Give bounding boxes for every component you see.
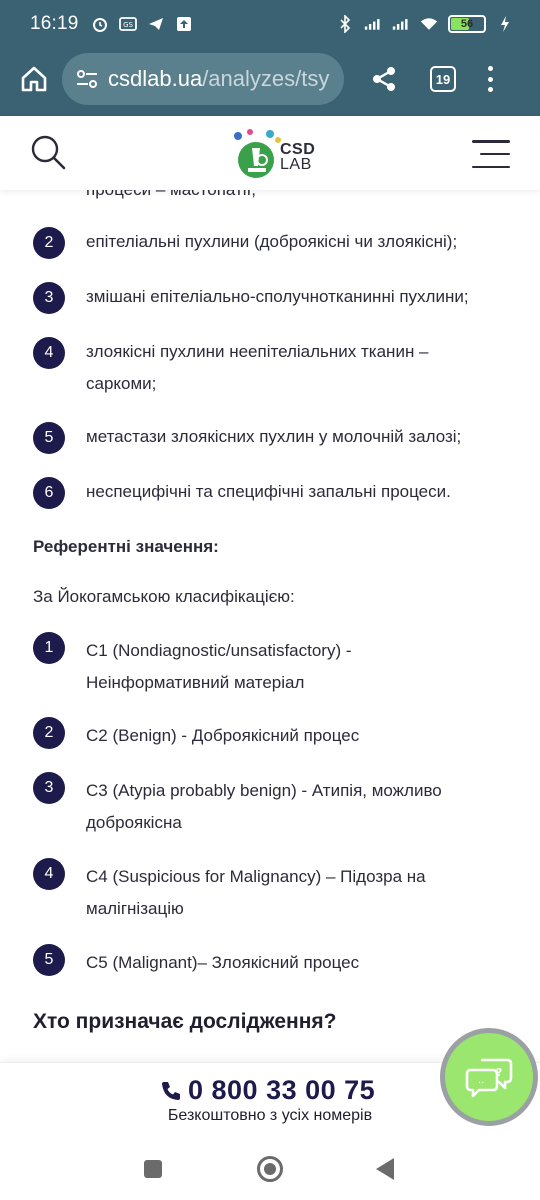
signal-icon-1 [364,16,382,32]
page-content [0,116,540,1062]
share-button[interactable] [364,59,404,99]
charging-icon [496,16,514,32]
gallery-notification-icon [119,16,137,32]
list-number-badge: 3 [33,282,65,314]
list-number-badge: 1 [33,632,65,664]
url-path: /analyzes/tsy [202,66,330,91]
telegram-icon [147,16,165,32]
browser-toolbar [0,48,540,110]
svg-text:GS: GS [122,21,133,29]
list-item-text: C4 (Suspicious for Malignancy) – Підозра на малігнізацію [86,867,426,918]
list-number-badge: 3 [33,772,65,804]
list-item-text: неспецифічні та специфічні запальні процеси. [86,482,451,501]
site-header [0,116,540,190]
logo-line1: CSD [280,141,316,158]
back-button[interactable] [376,1158,394,1180]
wifi-icon [420,16,438,32]
svg-text:..: .. [478,1075,485,1086]
search-icon [30,134,68,172]
phone-number: 0 800 33 00 75 [188,1075,376,1105]
address-bar[interactable] [62,53,344,105]
tab-count: 19 [435,71,451,87]
system-navigation-bar [0,1136,540,1200]
list-item-text: епітеліальні пухлини (доброякісні чи злоякісні); [86,232,458,251]
phone-subtitle: Безкоштовно з усіх номерів [167,1107,373,1124]
hamburger-menu-button[interactable] [472,140,510,168]
list-item-text: C5 (Malignant)– Злоякісний процес [86,953,360,972]
battery-level: 56 [460,18,474,30]
list-item-text: C1 (Nondiagnostic/unsatisfactory) - Неінформативний матеріал [86,641,352,692]
browser-menu-button[interactable] [484,64,496,94]
section-heading: Хто призначає дослідження? [33,1010,337,1033]
site-settings-icon[interactable] [74,66,100,92]
list-number-badge: 6 [33,477,65,509]
status-bar [0,0,540,48]
recent-apps-button[interactable] [144,1160,162,1178]
url-domain: csdlab.ua [108,66,203,91]
list-item-text: змішані епітеліально-сполучнотканинні пухлини; [86,287,469,306]
logo-text [280,142,315,172]
url-text [108,66,329,92]
phone-link[interactable] [160,1075,375,1106]
battery-indicator [448,15,486,33]
list-item-text: злоякісні пухлини неепітеліальних тканин – саркоми; [86,342,429,393]
reference-values-label: Референтні значення: [33,537,219,556]
alarm-icon [91,16,109,32]
phone-icon [160,1080,182,1102]
list-number-badge: 2 [33,227,65,259]
chat-button[interactable] [440,1028,538,1126]
list-number-badge: 4 [33,858,65,890]
home-nav-button[interactable] [257,1156,283,1182]
chat-icon [465,1054,513,1100]
status-time: 16:19 [30,13,79,34]
upload-icon [175,16,193,32]
logo-line2: LAB [280,156,312,173]
list-number-badge: 5 [33,944,65,976]
search-button[interactable] [30,134,68,172]
tab-switcher-button[interactable] [430,66,456,92]
bluetooth-icon [336,16,354,32]
list-item-text: C2 (Benign) - Доброякісний процес [86,726,360,745]
home-icon [19,64,49,94]
list-item-text: C3 (Atypia probably benign) - Атипія, можливо доброякісна [86,781,442,832]
signal-icon-2 [392,16,410,32]
list-number-badge: 4 [33,337,65,369]
list-number-badge: 5 [33,422,65,454]
svg-text:?: ? [496,1066,503,1079]
share-icon [370,65,398,93]
list-number-badge: 2 [33,717,65,749]
microscope-logo-icon [226,126,282,182]
home-button[interactable] [14,59,54,99]
classification-label: За Йокогамською класифікацією: [33,587,295,606]
browser-chrome [0,0,540,116]
list-item-text: метастази злоякісних пухлин у молочній залозі; [86,427,462,446]
